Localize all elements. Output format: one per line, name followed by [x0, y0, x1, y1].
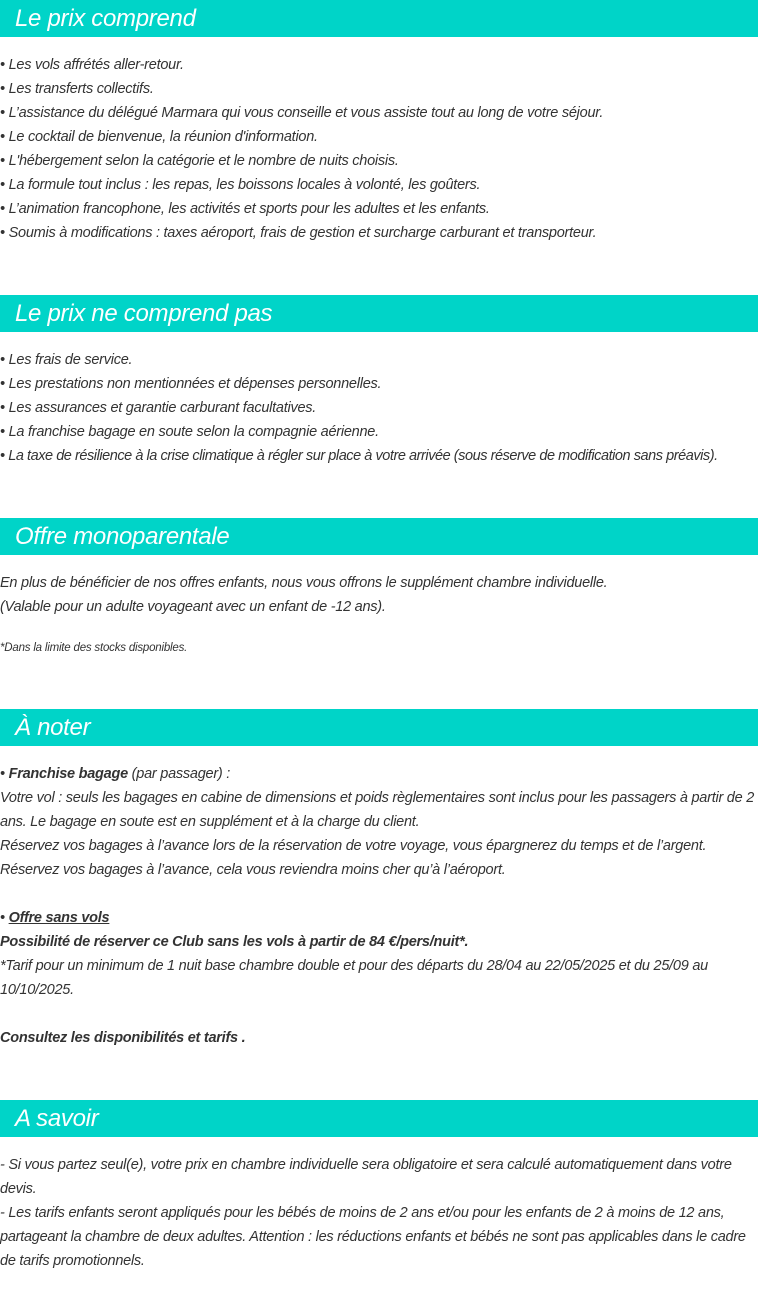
list-item: • L’assistance du délégué Marmara qui vous conseille et vous assiste tout au long de votre séjour.: [0, 105, 604, 121]
list-item: • La franchise bagage en soute selon la compagnie aérienne.: [0, 424, 379, 440]
not-included-list: [0, 348, 758, 468]
list-item: • Le cocktail de bienvenue, la réunion d'information.: [0, 129, 318, 145]
offer-label: Offre sans vols: [8, 910, 110, 926]
section-title-not-included: Le prix ne comprend pas: [0, 295, 758, 332]
included-list: [0, 53, 758, 245]
bullet: •: [0, 766, 9, 782]
good-to-know-content: [0, 1153, 758, 1273]
single-parent-text: [0, 571, 758, 619]
bullet: •: [0, 910, 9, 926]
list-item: • L'hébergement selon la catégorie et le nombre de nuits choisis.: [0, 153, 399, 169]
offer-heading: [0, 906, 758, 930]
info-paragraph: - Si vous partez seul(e), votre prix en chambre individuelle sera obligatoire et sera calculé automatiquement dans votre devis.: [0, 1157, 732, 1197]
list-item: • Les frais de service.: [0, 352, 133, 368]
availability-link[interactable]: Consultez les disponibilités et tarifs .: [0, 1030, 246, 1046]
list-item: • Soumis à modifications : taxes aéroport, frais de gestion et surcharge carburant et transporteur.: [0, 225, 597, 241]
list-item: • La taxe de résilience à la crise climatique à régler sur place à votre arrivée (sous réserve de modification sans préavis).: [0, 448, 718, 464]
baggage-heading: [0, 762, 758, 786]
list-item: • L’animation francophone, les activités et sports pour les adultes et les enfants.: [0, 201, 490, 217]
spacer: [0, 1002, 758, 1026]
section-title-to-note: À noter: [0, 709, 758, 746]
offer-text: Possibilité de réserver ce Club sans les vols à partir de 84 €/pers/nuit*.: [0, 934, 469, 950]
stock-note: *Dans la limite des stocks disponibles.: [0, 642, 188, 654]
to-note-content: [0, 762, 758, 1050]
list-item: • La formule tout inclus : les repas, les boissons locales à volonté, les goûters.: [0, 177, 481, 193]
baggage-advice: Réservez vos bagages à l’avance lors de la réservation de votre voyage, vous épargnerez du temps et de l’argent.: [0, 838, 707, 854]
offer-condition: (Valable pour un adulte voyageant avec un enfant de -12 ans).: [0, 599, 386, 615]
info-paragraph: - Les tarifs enfants seront appliqués pour les bébés de moins de 2 ans et/ou pour les enfants de 2 à moins de 12 ans, partageant la chambre de deux adultes. Attention : les réductions enfants et bébés ne sont pas applicables dans le cadre de tarifs promotionnels.: [0, 1205, 746, 1269]
list-item: • Les vols affrétés aller-retour.: [0, 57, 184, 73]
section-title-good-to-know: A savoir: [0, 1100, 758, 1137]
baggage-text: Votre vol : seuls les bagages en cabine de dimensions et poids règlementaires sont inclus pour les passagers à partir de 2 ans. Le bagage en soute est en supplément et à la charge du client.: [0, 790, 755, 830]
baggage-label: Franchise bagage: [8, 766, 128, 782]
section-title-single-parent: Offre monoparentale: [0, 518, 758, 555]
offer-note: *Tarif pour un minimum de 1 nuit base chambre double et pour des départs du 28/04 au 22/05/2025 et du 25/09 au 10/10/2025.: [0, 958, 708, 998]
section-title-included: Le prix comprend: [0, 0, 758, 37]
baggage-suffix: (par passager) :: [127, 766, 231, 782]
offer-description: En plus de bénéficier de nos offres enfants, nous vous offrons le supplément chambre individuelle.: [0, 575, 608, 591]
baggage-advice: Réservez vos bagages à l’avance, cela vous reviendra moins cher qu’à l’aéroport.: [0, 862, 506, 878]
list-item: • Les assurances et garantie carburant facultatives.: [0, 400, 317, 416]
list-item: • Les transferts collectifs.: [0, 81, 154, 97]
spacer: [0, 882, 758, 906]
list-item: • Les prestations non mentionnées et dépenses personnelles.: [0, 376, 382, 392]
